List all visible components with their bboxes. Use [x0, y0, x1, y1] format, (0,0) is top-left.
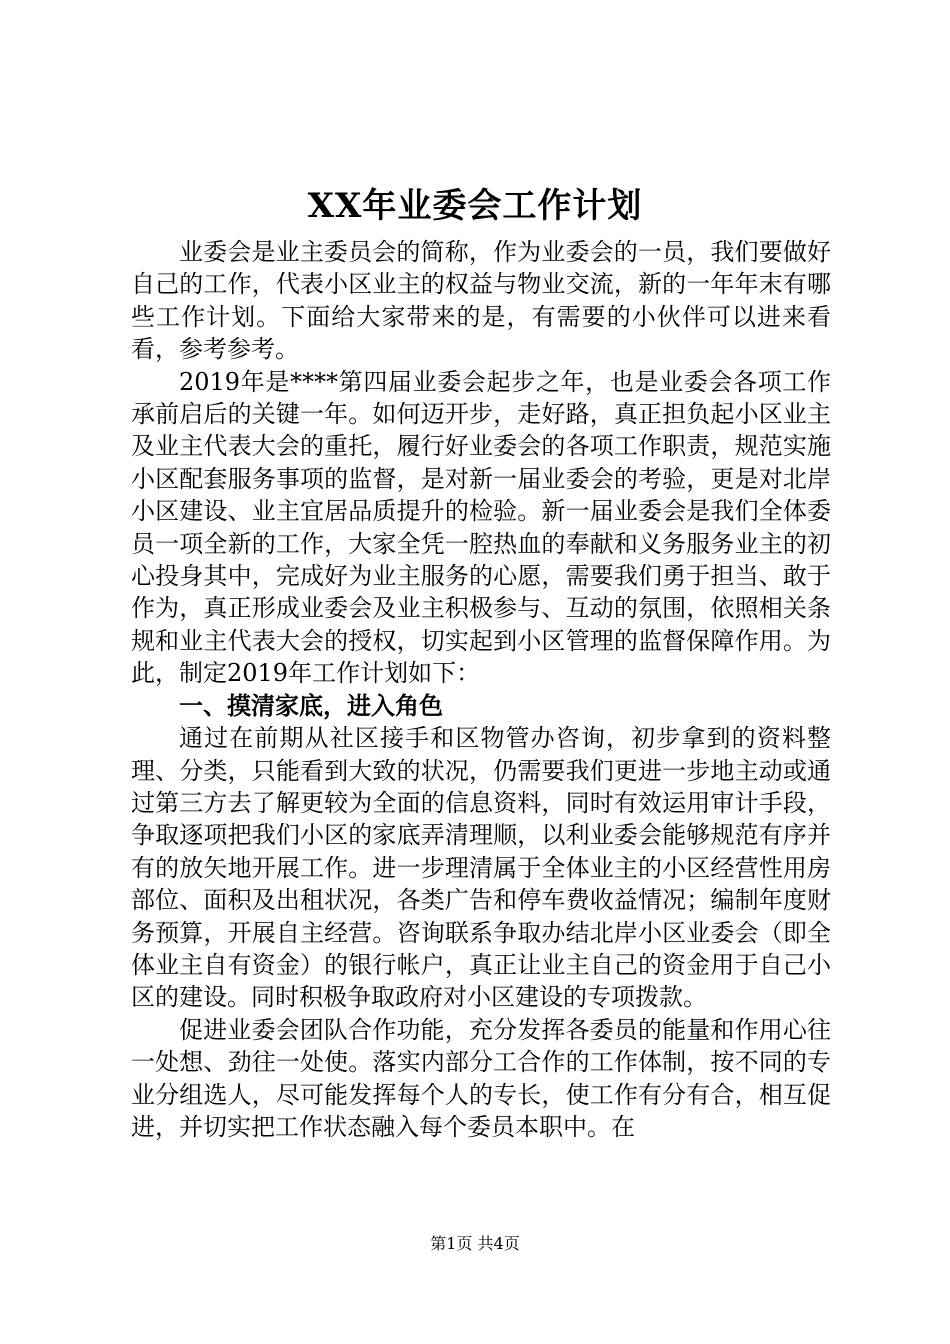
- section-heading: 一、摸清家底，进入角色: [179, 691, 443, 720]
- plan-overview-paragraph: 2019年是****第四届业委会起步之年，也是业委会各项工作承前启后的关键一年。如何迈开步，走好路，真正担负起小区业主及业主代表大会的重托，履行好业委会的各项工作职责，规范实施小区配套服务事项的监督，是对新一届业委会的考验，更是对北岸小区建设、业主宜居品质提升的检验。新一届业委会是我们全体委员一项全新的工作，大家全凭一腔热血的奉献和义务服务业主的初心投身其中，完成好为业主服务的心愿，需要我们勇于担当、敢于作为，真正形成业委会及业主积极参与、互动的氛围，依照相关条规和业主代表大会的授权，切实起到小区管理的监督保障作用。为此，制定2019年工作计划如下：: [131, 367, 831, 688]
- section-paragraph: 促进业委会团队合作功能，充分发挥各委员的能量和作用心往一处想、劲往一处使。落实内部分工合作的工作体制，按不同的专业分组选人，尽可能发挥每个人的专长，使工作有分有合，相互促进，并切实把工作状态融入每个委员本职中。在: [131, 1015, 831, 1141]
- document-title: XX年业委会工作计划: [307, 186, 643, 226]
- intro-paragraph: 业委会是业主委员会的简称，作为业委会的一员，我们要做好自己的工作，代表小区业主的权益与物业交流，新的一年年末有哪些工作计划。下面给大家带来的是，有需要的小伙伴可以进来看看，参考参考。: [131, 238, 831, 364]
- document-body: [131, 236, 831, 1143]
- section-paragraph: 通过在前期从社区接手和区物管办咨询，初步拿到的资料整理、分类，只能看到大致的状况，仍需要我们更进一步地主动或通过第三方去了解更较为全面的信息资料，同时有效运用审计手段，争取逐项把我们小区的家底弄清理顺，以利业委会能够规范有序并有的放矢地开展工作。进一步理清属于全体业主的小区经营性用房部位、面积及出租状况，各类广告和停车费收益情况；编制年度财务预算，开展自主经营。咨询联系争取办结北岸小区业委会（即全体业主自有资金）的银行帐户，真正让业主自己的资金用于自己小区的建设。同时积极争取政府对小区建设的专项拨款。: [131, 724, 831, 1012]
- page-footer: 第1页 共4页: [430, 1234, 520, 1253]
